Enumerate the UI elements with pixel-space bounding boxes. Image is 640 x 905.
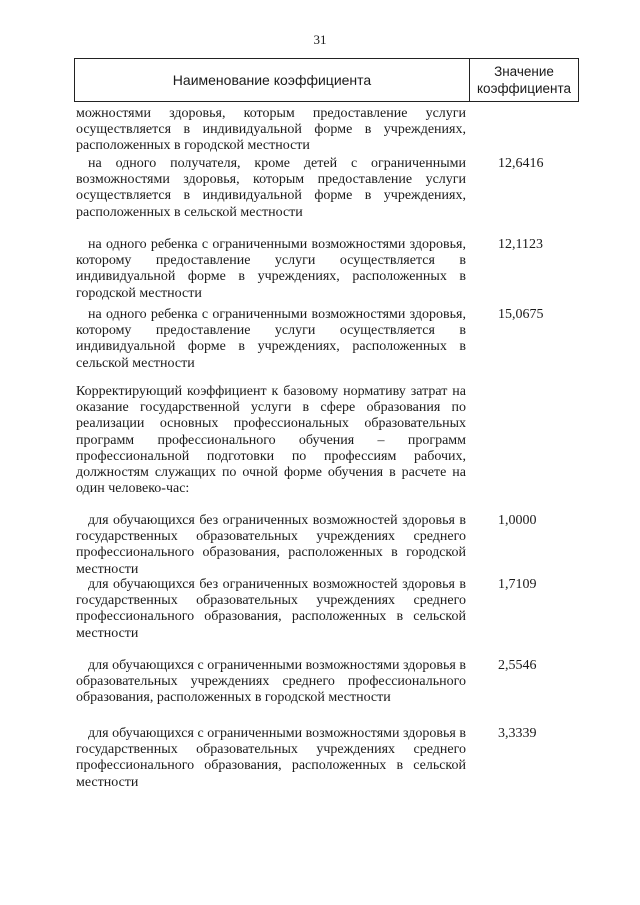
row-value: 12,6416 bbox=[498, 156, 544, 171]
header-value-line1: Значение bbox=[494, 64, 554, 79]
header-value-line2: коэффициента bbox=[477, 81, 571, 96]
row-value: 3,3339 bbox=[498, 726, 537, 741]
row-text: можностями здоровья, которым предоставление услуги осуществляется в индивидуальной форме в учреждениях, расположенных в городской местности bbox=[76, 106, 466, 154]
row-text: на одного ребенка с ограниченными возможностями здоровья, которому предоставление услуги осуществляется в индивидуальной форме в учреждениях, расположенных в городской местности bbox=[76, 237, 466, 301]
row-text: для обучающихся без ограниченных возможностей здоровья в государственных образовательных учреждениях среднего профессионального образования, расположенных в городской местности bbox=[76, 513, 466, 577]
row-value: 1,7109 bbox=[498, 577, 537, 592]
row-value: 1,0000 bbox=[498, 513, 537, 528]
row-value: 2,5546 bbox=[498, 658, 537, 673]
row-value: 12,1123 bbox=[498, 237, 543, 252]
row-text: для обучающихся без ограниченных возможностей здоровья в государственных образовательных учреждениях среднего профессионального образования, расположенных в сельской местности bbox=[76, 577, 466, 641]
row-text: на одного ребенка с ограниченными возможностями здоровья, которому предоставление услуги осуществляется в индивидуальной форме в учреждениях, расположенных в сельской местности bbox=[76, 307, 466, 371]
row-text: для обучающихся с ограниченными возможностями здоровья в государственных образовательных учреждениях среднего профессионального образования, расположенных в сельской местности bbox=[76, 726, 466, 790]
row-text: на одного получателя, кроме детей с ограниченными возможностями здоровья, которым предоставление услуги осуществляется в индивидуальной форме в учреждениях, расположенных в сельской местности bbox=[76, 156, 466, 220]
section-heading-text: Корректирующий коэффициент к базовому нормативу затрат на оказание государственной услуги в сфере образования по реализации основных профессиональных образовательных программ профессионального обучения – программ профессиональной подготовки по профессиям рабочих, должностям служащих по очной форме обучения в расчете на один человеко-час: bbox=[76, 384, 466, 497]
row-value: 15,0675 bbox=[498, 307, 544, 322]
row-text: для обучающихся с ограниченными возможностями здоровья в образовательных учреждениях среднего профессионального образования, расположенных в городской местности bbox=[76, 658, 466, 706]
table-header bbox=[74, 58, 579, 102]
header-coefficient-name: Наименование коэффициента bbox=[75, 59, 470, 101]
page-number: 31 bbox=[313, 32, 327, 47]
header-coefficient-value bbox=[470, 59, 578, 101]
